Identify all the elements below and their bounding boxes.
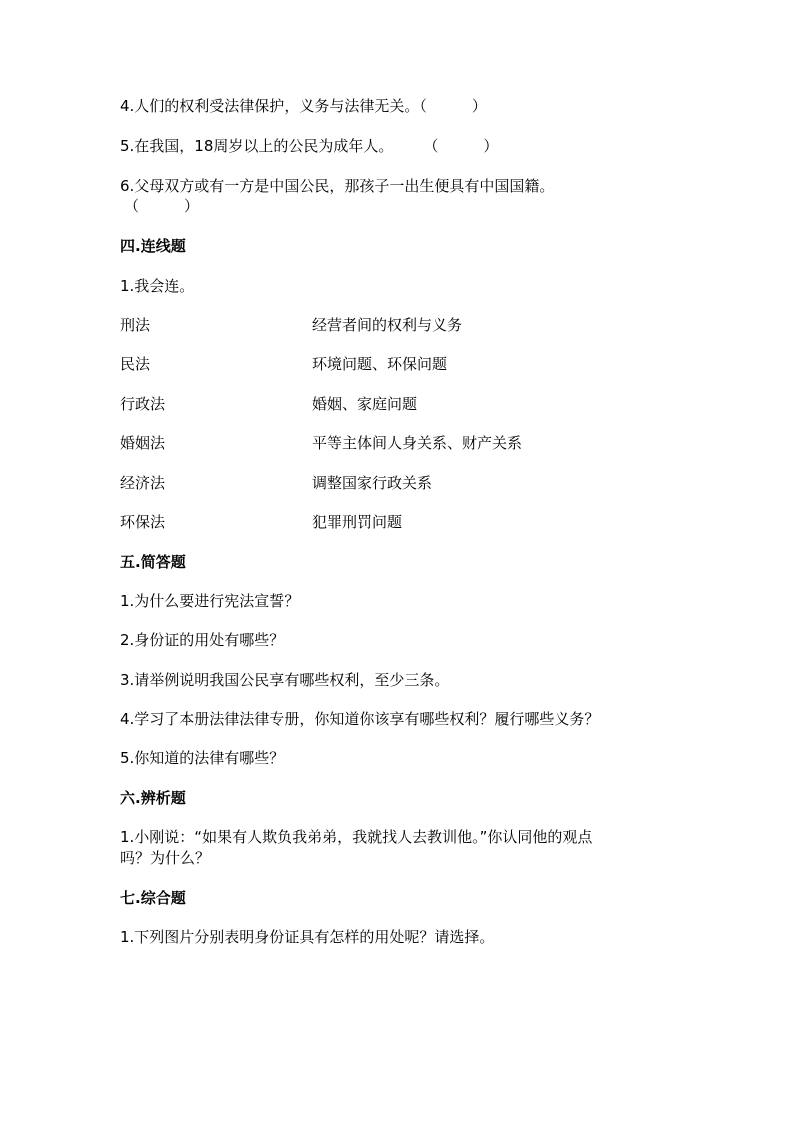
judgement-item-6: 6.父母双方或有一方是中国公民，那孩子一出生便具有中国国籍。 [120, 177, 555, 195]
analysis-question-line2: 吗？为什么？ [120, 849, 211, 867]
section-title-analysis: 六.辨析题 [120, 789, 186, 807]
comprehensive-question: 1.下列图片分别表明身份证具有怎样的用处呢？请选择。 [120, 928, 495, 946]
matching-right-5: 调整国家行政关系 [312, 474, 433, 492]
section-title-matching: 四.连线题 [120, 237, 186, 255]
matching-right-2: 环境问题、环保问题 [312, 355, 448, 373]
short-answer-5: 5.你知道的法律有哪些？ [120, 749, 285, 767]
matching-left-1: 刑法 [120, 316, 151, 334]
matching-right-6: 犯罪刑罚问题 [312, 513, 403, 531]
matching-question: 1.我会连。 [120, 277, 195, 295]
matching-left-3: 行政法 [120, 395, 166, 413]
analysis-question-line1: 1.小刚说：“如果有人欺负我弟弟，我就找人去教训他。”你认同他的观点 [120, 828, 593, 846]
matching-right-3: 婚姻、家庭问题 [312, 395, 418, 413]
matching-right-1: 经营者间的权利与义务 [312, 316, 463, 334]
matching-left-2: 民法 [120, 355, 151, 373]
section-title-comprehensive: 七.综合题 [120, 889, 186, 907]
judgement-item-5: 5.在我国，18周岁以上的公民为成年人。 （ ） [120, 137, 499, 155]
judgement-item-4: 4.人们的权利受法律保护，义务与法律无关。（ ） [120, 97, 487, 115]
judgement-item-6-blank: （ ） [124, 197, 200, 215]
matching-left-6: 环保法 [120, 513, 166, 531]
short-answer-4: 4.学习了本册法律法律专册，你知道你该享有哪些权利？履行哪些义务？ [120, 710, 600, 728]
matching-left-5: 经济法 [120, 474, 166, 492]
short-answer-2: 2.身份证的用处有哪些？ [120, 631, 285, 649]
matching-right-4: 平等主体间人身关系、财产关系 [312, 434, 523, 452]
section-title-short-answer: 五.简答题 [120, 553, 186, 571]
short-answer-3: 3.请举例说明我国公民享有哪些权利，至少三条。 [120, 671, 450, 689]
matching-left-4: 婚姻法 [120, 434, 166, 452]
short-answer-1: 1.为什么要进行宪法宣誓？ [120, 592, 300, 610]
